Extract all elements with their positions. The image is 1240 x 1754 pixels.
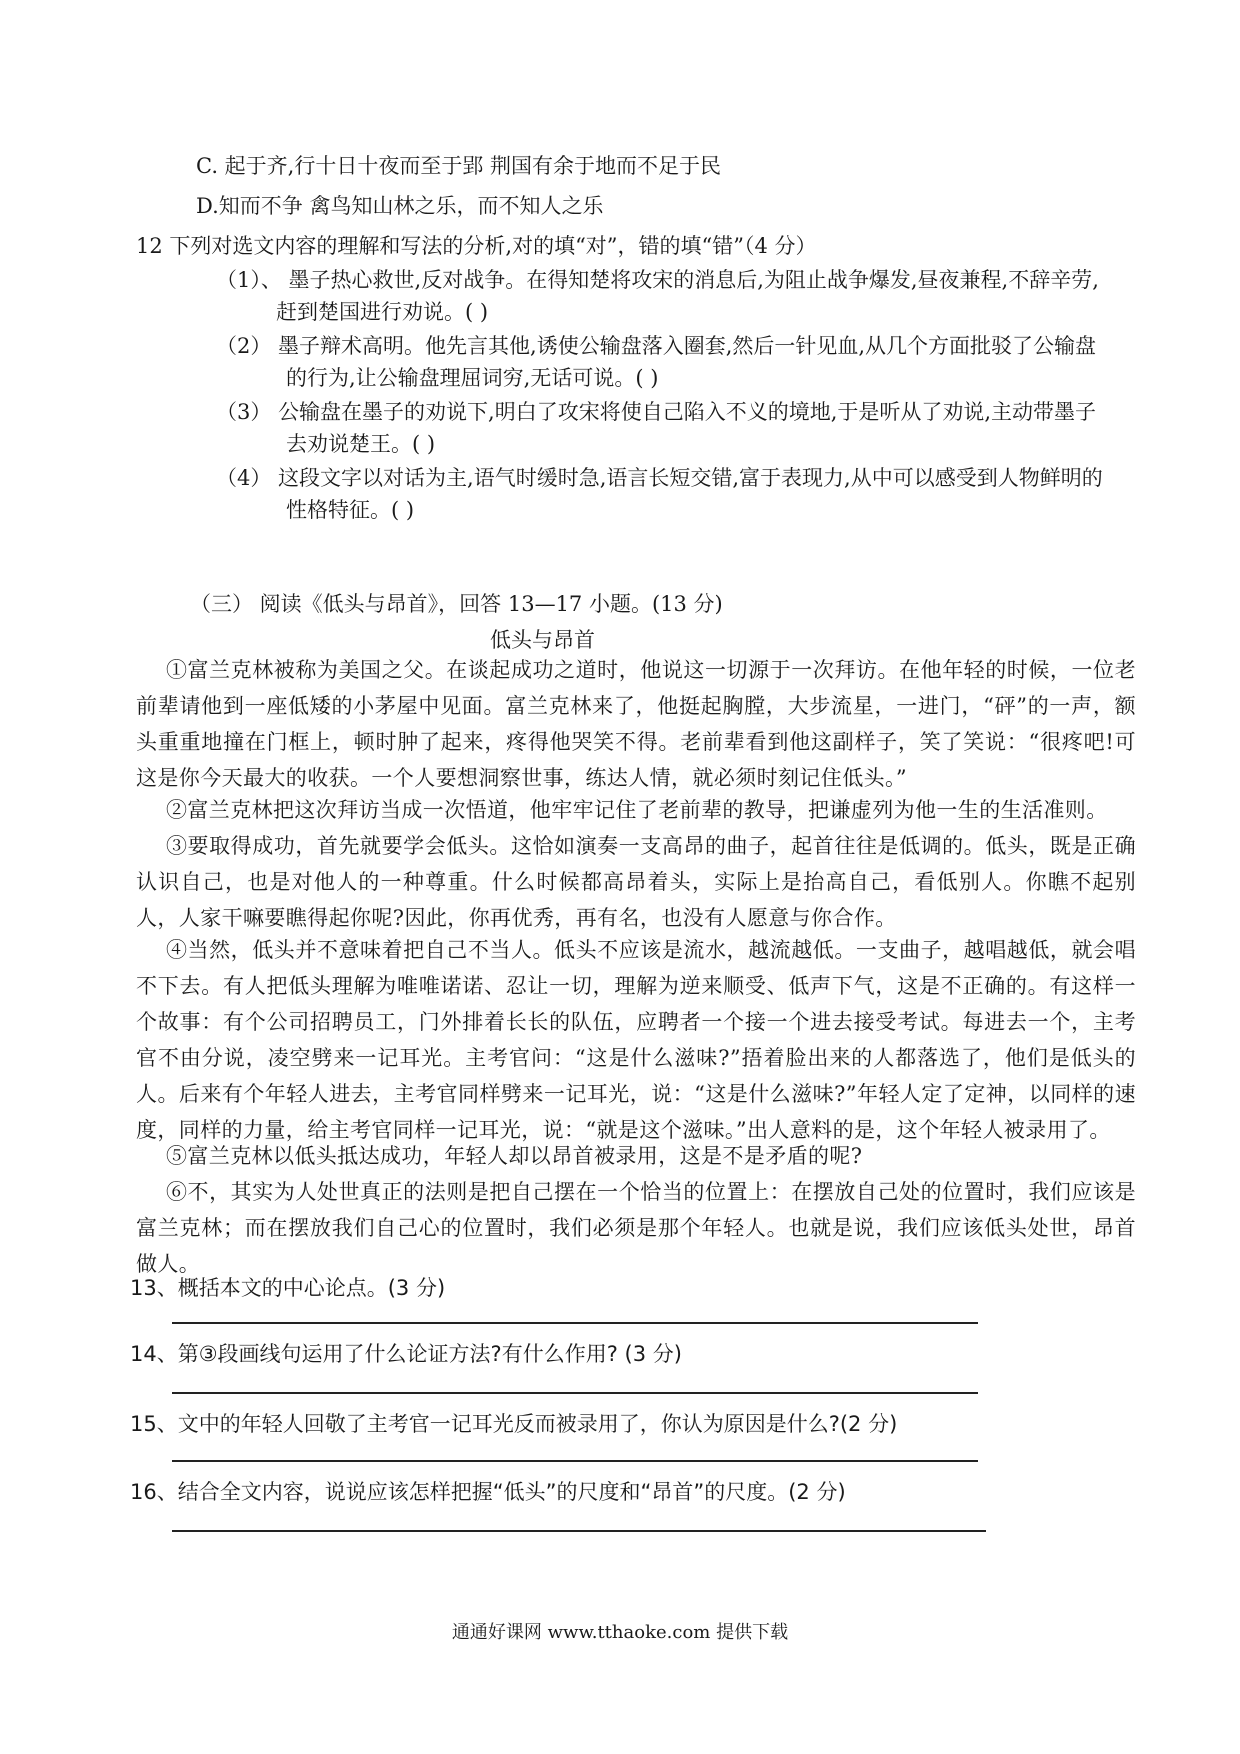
q12-item-2-line-1: （2） 墨子辩术高明。他先言其他,诱使公输盘落入圈套,然后一针见血,从几个方面批驳了公输盘 xyxy=(216,334,1097,358)
question-15: 15、文中的年轻人回敬了主考官一记耳光反而被录用了，你认为原因是什么?(2 分) xyxy=(130,1412,898,1436)
answer-line-15[interactable] xyxy=(172,1460,978,1462)
question-13: 13、概括本文的中心论点。(3 分) xyxy=(130,1276,446,1300)
article-paragraph-6: ⑥不，其实为人处世真正的法则是把自己摆在一个恰当的位置上：在摆放自己处的位置时，我们应该是富兰克林；而在摆放我们自己心的位置时，我们必须是那个年轻人。也就是说，我们应该低头处世，昂首做人。 xyxy=(136,1180,1136,1276)
q12-item-4-line-2: 性格特征。( ) xyxy=(286,498,415,522)
article-paragraph-5: ⑤富兰克林以低头抵达成功，年轻人却以昂首被录用，这是不是矛盾的呢? xyxy=(166,1144,863,1168)
article-paragraph-4: ④当然，低头并不意味着把自己不当人。低头不应该是流水，越流越低。一支曲子，越唱越低，就会唱不下去。有人把低头理解为唯唯诺诺、忍让一切，理解为逆来顺受、低声下气，这是不正确的。有这样一个故事：有个公司招聘员工，门外排着长长的队伍，应聘者一个接一个进去接受考试。每进去一个，主考官不由分说，凌空劈来一记耳光。主考官问：“这是什么滋味?”捂着脸出来的人都落选了，他们是低头的人。后来有个年轻人进去，主考官同样劈来一记耳光，说：“这是什么滋味?”年轻人定了定神，以同样的速度，同样的力量，给主考官同样一记耳光，说：“就是这个滋味。”出人意料的是，这个年轻人被录用了。 xyxy=(136,938,1136,1142)
answer-line-16[interactable] xyxy=(172,1530,986,1532)
q12-item-2-line-2: 的行为,让公输盘理屈词穷,无话可说。( ) xyxy=(286,366,659,390)
article-title: 低头与昂首 xyxy=(490,628,595,652)
q12-item-1-line-1: （1）、 墨子热心救世,反对战争。在得知楚将攻宋的消息后,为阻止战争爆发,昼夜兼程,不辞辛劳, xyxy=(216,268,1099,292)
answer-line-13[interactable] xyxy=(172,1322,978,1324)
footer-source: 通通好课网 www.tthaoke.com 提供下载 xyxy=(451,1622,789,1643)
q12-item-1-line-2: 赶到楚国进行劝说。( ) xyxy=(276,300,489,324)
option-d: D.知而不争 禽鸟知山林之乐，而不知人之乐 xyxy=(196,194,604,218)
question-12-stem: 12 下列对选文内容的理解和写法的分析,对的填“对”，错的填“错”（4 分） xyxy=(136,234,817,258)
answer-line-14[interactable] xyxy=(172,1392,978,1394)
q12-item-4-line-1: （4） 这段文字以对话为主,语气时缓时急,语言长短交错,富于表现力,从中可以感受到人物鲜明的 xyxy=(216,466,1103,490)
article-paragraph-3: ③要取得成功，首先就要学会低头。这恰如演奏一支高昂的曲子，起首往往是低调的。低头，既是正确认识自己，也是对他人的一种尊重。什么时候都高昂着头，实际上是抬高自己，看低别人。你瞧不起别人，人家干嘛要瞧得起你呢?因此，你再优秀，再有名，也没有人愿意与你合作。 xyxy=(136,834,1136,930)
article-paragraph-2: ②富兰克林把这次拜访当成一次悟道，他牢牢记住了老前辈的教导，把谦虚列为他一生的生活准则。 xyxy=(166,798,1108,822)
option-c: C. 起于齐,行十日十夜而至于郢 荆国有余于地而不足于民 xyxy=(196,154,722,178)
question-16: 16、结合全文内容，说说应该怎样把握“低头”的尺度和“昂首”的尺度。(2 分) xyxy=(130,1480,846,1504)
question-14: 14、第③段画线句运用了什么论证方法?有什么作用? (3 分) xyxy=(130,1342,682,1366)
q12-item-3-line-1: （3） 公输盘在墨子的劝说下,明白了攻宋将使自己陷入不义的境地,于是听从了劝说,主动带墨子 xyxy=(216,400,1097,424)
q12-item-3-line-2: 去劝说楚王。( ) xyxy=(286,432,436,456)
article-paragraph-1: ①富兰克林被称为美国之父。在谈起成功之道时，他说这一切源于一次拜访。在他年轻的时候，一位老前辈请他到一座低矮的小茅屋中见面。富兰克林来了，他挺起胸膛，大步流星，一进门，“砰”的一声，额头重重地撞在门框上，顿时肿了起来，疼得他哭笑不得。老前辈看到他这副样子，笑了笑说：“很疼吧!可这是你今天最大的收获。一个人要想洞察世事，练达人情，就必须时刻记住低头。” xyxy=(136,658,1136,790)
section-3-heading: （三） 阅读《低头与昂首》，回答 13—17 小题。(13 分) xyxy=(190,592,723,616)
